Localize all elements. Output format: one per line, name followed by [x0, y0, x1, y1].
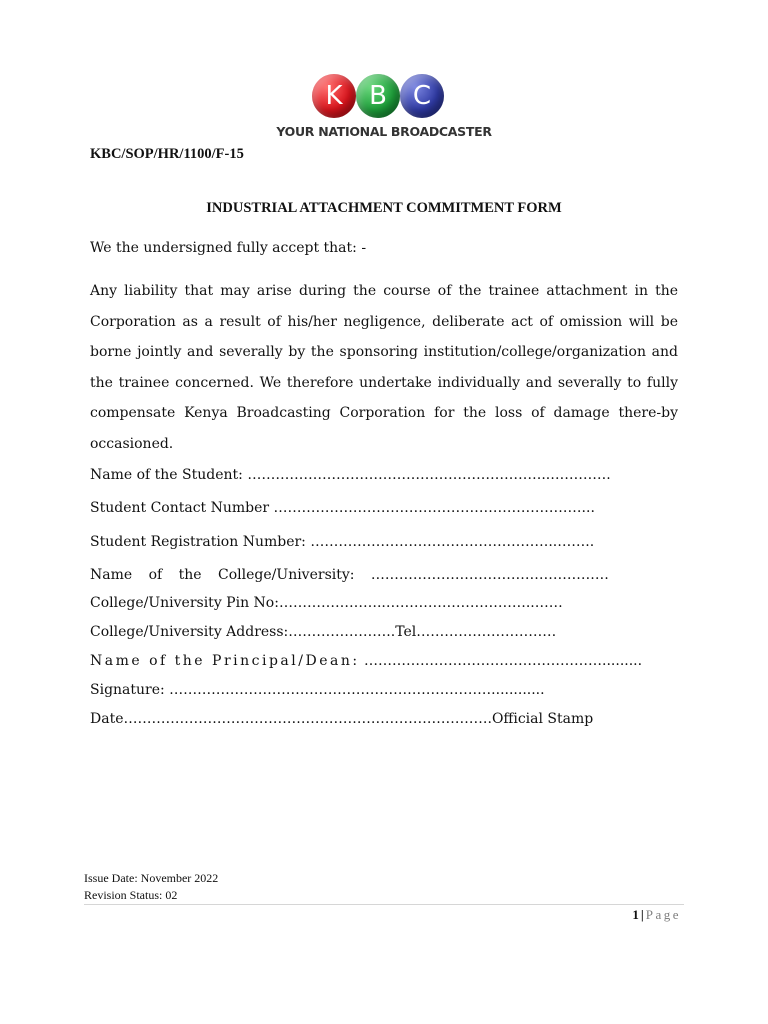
fill-line: ………………………… [416, 624, 557, 640]
field-principal-name[interactable] [90, 653, 680, 669]
fill-line: ……………………………………………......... [359, 653, 643, 669]
logo-letter-c: C [400, 74, 444, 118]
field-label: Student Registration Number: [90, 534, 306, 550]
fill-line: ………………………………………………………..…………. [242, 467, 611, 483]
stamp-label: Official Stamp [491, 711, 594, 727]
kbc-logo [0, 74, 768, 144]
fill-line: ……………………………………………………………………. [123, 711, 492, 727]
intro-text: We the undersigned fully accept that: - [90, 240, 367, 256]
logo-letter-k: K [312, 74, 356, 118]
fill-line: ………………….. [288, 624, 396, 640]
liability-paragraph: Any liability that may arise during the course of the trainee attachment in the Corporation as a result of his/her negligence, deliberate act of omission will be borne jointly and severally by the sponsoring institution/college/organization and the trainee concerned. We therefore undertake individually and severally to fully compensate Kenya Broadcasting Corporation for the loss of damage there-by occasioned. [90, 283, 678, 452]
footer-divider [84, 904, 684, 905]
field-contact-number[interactable] [90, 500, 680, 516]
fill-line: …………………..…………………………..…… [278, 595, 563, 611]
fill-line: …………………………………………………………... [269, 500, 595, 516]
issue-date: Issue Date: November 2022 [84, 871, 219, 885]
fill-line: …………………………………………… [354, 567, 609, 583]
revision-status: Revision Status: 02 [84, 888, 178, 902]
page-number [632, 907, 681, 923]
fill-line: ……………………………………………..…….. [305, 534, 595, 550]
field-registration-number[interactable] [90, 534, 680, 550]
field-date-stamp[interactable] [90, 711, 680, 727]
field-college-name[interactable] [90, 567, 680, 583]
field-label: Name of the College/University: [90, 567, 355, 583]
logo-letter-b: B [356, 74, 400, 118]
document-reference: KBC/SOP/HR/1100/F-15 [90, 146, 244, 162]
field-label: Name of the Principal/Dean: [90, 653, 360, 669]
fill-line: ……………………………………………………………............ [164, 682, 545, 698]
field-label: College/University Pin No: [90, 595, 279, 611]
field-student-name[interactable] [90, 467, 680, 483]
form-title: INDUSTRIAL ATTACHMENT COMMITMENT FORM [206, 200, 562, 216]
field-college-pin[interactable] [90, 595, 680, 611]
page-label: Page [645, 907, 681, 922]
field-signature[interactable] [90, 682, 680, 698]
field-college-address[interactable] [90, 624, 680, 640]
page-separator: | [640, 907, 644, 922]
field-label: Date [90, 711, 124, 727]
field-label: Name of the Student: [90, 467, 243, 483]
tel-label: Tel [395, 624, 417, 640]
field-label: Signature: [90, 682, 165, 698]
field-label: College/University Address: [90, 624, 289, 640]
page-number-value: 1 [632, 907, 639, 922]
logo-circles [312, 74, 452, 122]
logo-tagline: YOUR NATIONAL BROADCASTER [276, 124, 492, 139]
field-label: Student Contact Number [90, 500, 270, 516]
